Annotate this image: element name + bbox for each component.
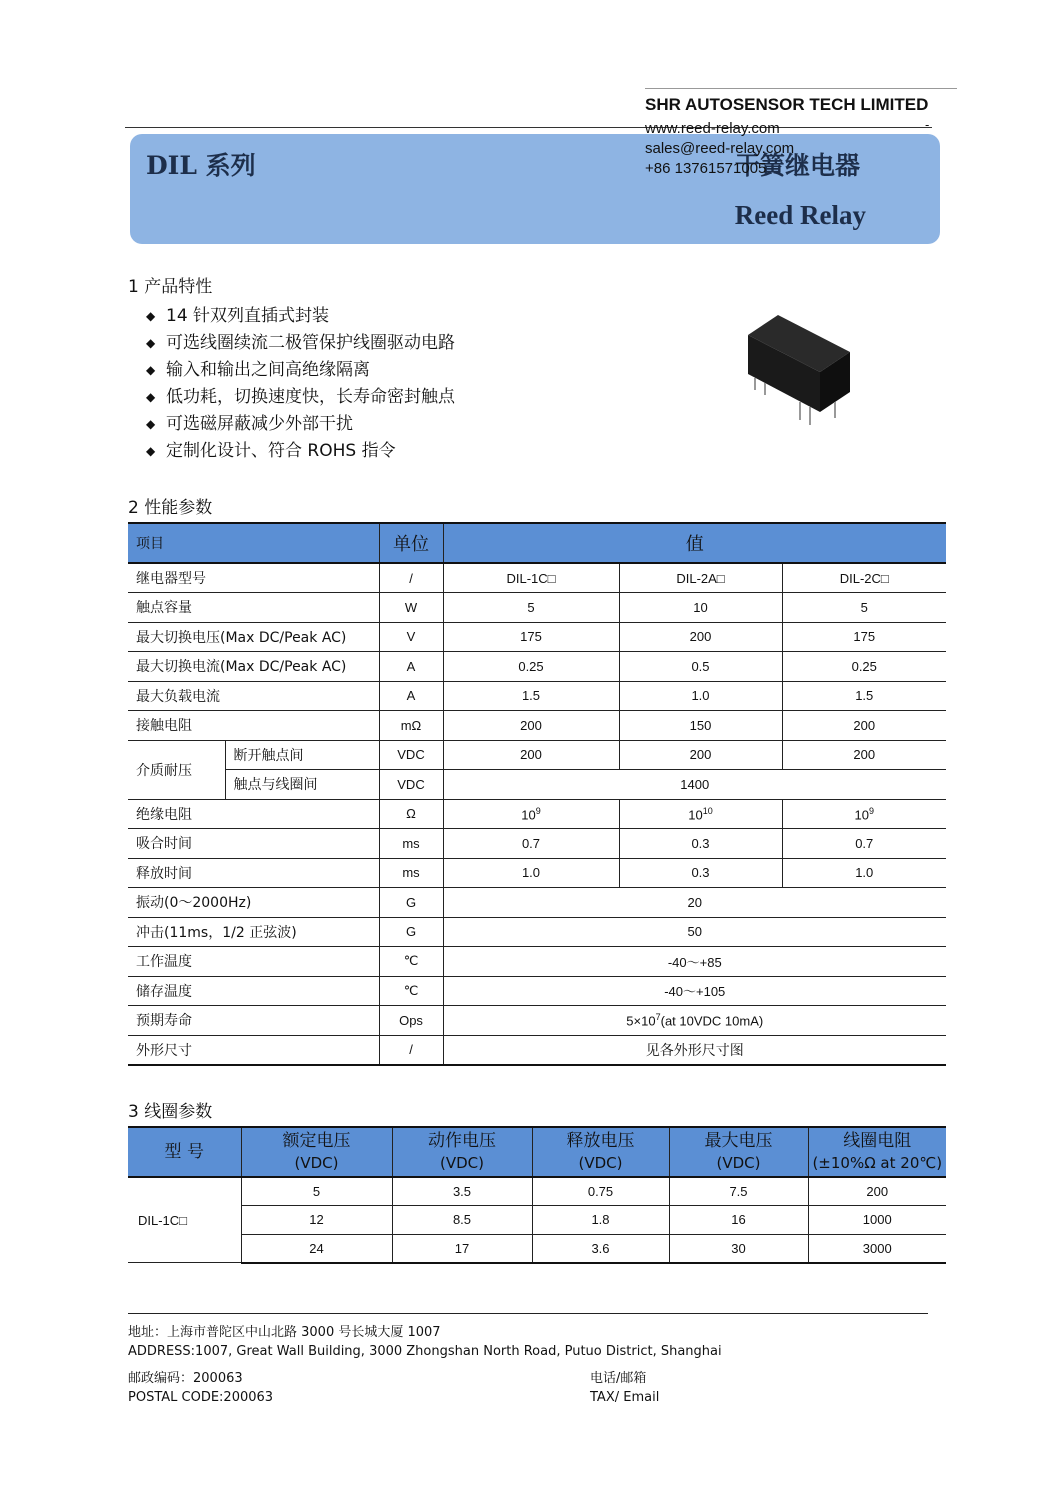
header-max-voltage: 最大电压 (VDC): [669, 1127, 808, 1177]
header-rated-voltage: 额定电压 (VDC): [241, 1127, 392, 1177]
feature-item: ◆ 14 针双列直插式封装: [146, 303, 455, 330]
title-banner: [130, 134, 940, 244]
table-row: 绝缘电阻 Ω $10^9$ $10^{10}$ $10^9$: [128, 799, 946, 829]
address-en: ADDRESS:1007, Great Wall Building, 3000 Zhongshan North Road, Putuo District, Shanghai: [128, 1344, 722, 1359]
feature-item: ◆ 低功耗，切换速度快，长寿命密封触点: [146, 384, 455, 411]
section-features-title: 1 产品特性: [128, 277, 213, 297]
table-row: 继电器型号 / DIL-1C□ DIL-2A□ DIL-2C□: [128, 563, 946, 593]
series-title: DIL 系列: [146, 151, 256, 180]
product-title-cn: 干簧继电器: [734, 151, 860, 180]
table-row: 最大负载电流 A 1.5 1.0 1.5: [128, 681, 946, 711]
table-row: 工作温度 ℃ -40～+85: [128, 947, 946, 977]
company-website[interactable]: www.reed-relay.com: [645, 120, 780, 137]
table-row: 介质耐压 断开触点间 VDC 200 200 200: [128, 740, 946, 770]
table-row: 外形尺寸 / 见各外形尺寸图: [128, 1035, 946, 1065]
header-value: 值: [443, 523, 946, 563]
header-model: 型 号: [128, 1127, 241, 1177]
header-item: 项目: [128, 523, 379, 563]
company-phone: +86 13761571005: [645, 160, 767, 177]
section-coil-title: 3 线圈参数: [128, 1102, 213, 1122]
table-row: 预期寿命 Ops $5\times 10^7(at$ 10VDC 10mA): [128, 1006, 946, 1036]
tel-label-cn: 电话/邮箱: [590, 1371, 647, 1386]
postal-en: POSTAL CODE:200063: [128, 1390, 274, 1405]
tel-label-en: TAX/ Email: [590, 1390, 660, 1405]
company-top-rule: [645, 88, 957, 89]
header-coil-resistance: 线圈电阻 (±10%Ω at 20℃): [808, 1127, 946, 1177]
table-row: 最大切换电流(Max DC/Peak AC) A 0.25 0.5 0.25: [128, 652, 946, 682]
diamond-bullet-icon: ◆: [146, 390, 156, 404]
table-row: 接触电阻 mΩ 200 150 200: [128, 711, 946, 741]
header-pull-in-voltage: 动作电压 (VDC): [392, 1127, 532, 1177]
postal-cn: 邮政编码：200063: [128, 1371, 243, 1386]
table-row: 储存温度 ℃ -40～+105: [128, 976, 946, 1006]
header-dash: -: [925, 118, 930, 132]
diamond-bullet-icon: ◆: [146, 309, 156, 323]
company-name: SHR AUTOSENSOR TECH LIMITED: [645, 95, 929, 114]
footer-rule: [128, 1313, 928, 1314]
feature-item: ◆ 可选磁屏蔽减少外部干扰: [146, 411, 455, 438]
address-cn: 地址：上海市普陀区中山北路 3000 号长城大厦 1007: [128, 1325, 441, 1340]
section-performance-title: 2 性能参数: [128, 498, 213, 518]
performance-table: [128, 522, 946, 1066]
table-row: DIL-1C□ 5 3.5 0.75 7.5 200: [128, 1177, 946, 1206]
company-email[interactable]: sales@reed-relay.com: [645, 140, 795, 157]
feature-list: [146, 303, 455, 465]
table-header-row: [128, 1127, 946, 1177]
table-row: 吸合时间 ms 0.7 0.3 0.7: [128, 829, 946, 859]
table-row: 冲击(11ms，1/2 正弦波) G 50: [128, 917, 946, 947]
diamond-bullet-icon: ◆: [146, 336, 156, 350]
header-unit: 单位: [379, 523, 443, 563]
relay-product-image: [740, 310, 855, 430]
table-row: 最大切换电压(Max DC/Peak AC) V 175 200 175: [128, 622, 946, 652]
table-row: 24 17 3.6 30 3000: [128, 1234, 946, 1263]
header-rule: [125, 127, 932, 128]
table-row: 12 8.5 1.8 16 1000: [128, 1206, 946, 1235]
diamond-bullet-icon: ◆: [146, 417, 156, 431]
table-header-row: [128, 523, 946, 563]
feature-item: ◆ 定制化设计、符合 ROHS 指令: [146, 438, 455, 465]
feature-item: ◆ 输入和输出之间高绝缘隔离: [146, 357, 455, 384]
product-title-en: Reed Relay: [734, 200, 866, 230]
table-row: 振动(0～2000Hz) G 20: [128, 888, 946, 918]
table-row: 触点与线圈间 VDC 1400: [128, 770, 946, 800]
table-row: 触点容量 W 5 10 5: [128, 593, 946, 623]
coil-table: [128, 1126, 946, 1264]
feature-item: ◆ 可选线圈续流二极管保护线圈驱动电路: [146, 330, 455, 357]
table-row: 释放时间 ms 1.0 0.3 1.0: [128, 858, 946, 888]
diamond-bullet-icon: ◆: [146, 444, 156, 458]
header-release-voltage: 释放电压 (VDC): [532, 1127, 669, 1177]
diamond-bullet-icon: ◆: [146, 363, 156, 377]
